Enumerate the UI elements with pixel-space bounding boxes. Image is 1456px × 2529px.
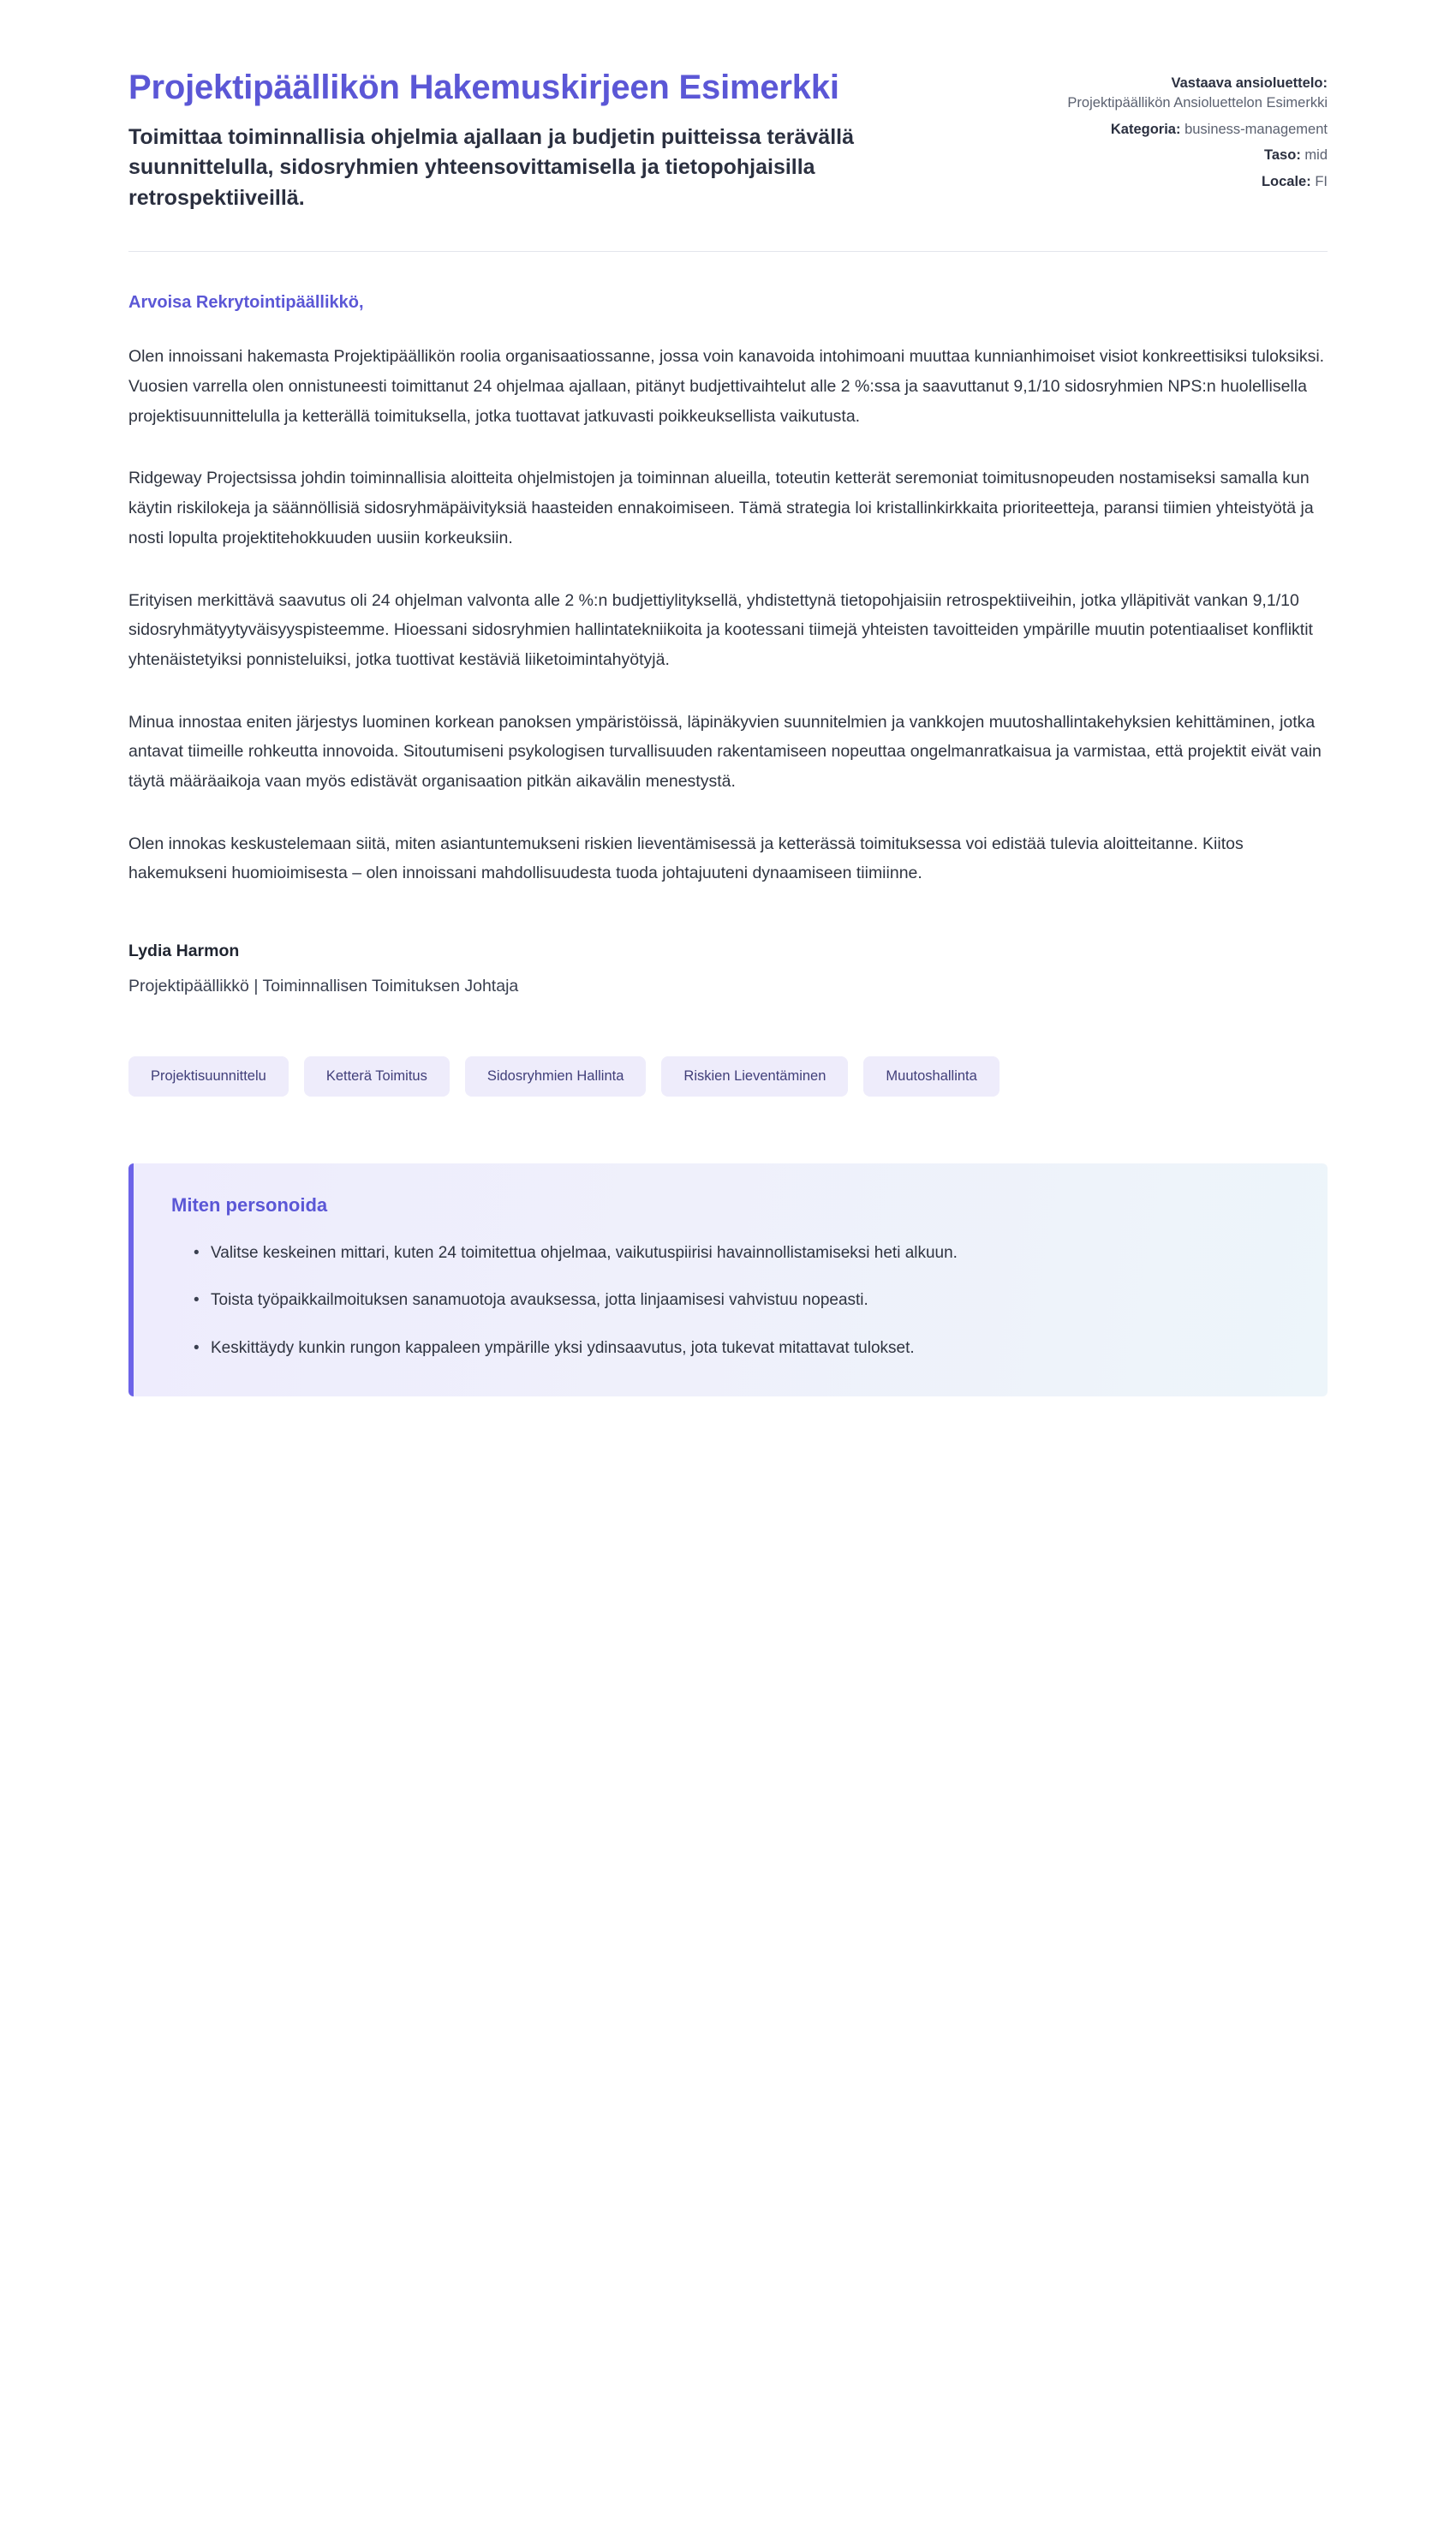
- skill-tag[interactable]: Projektisuunnittelu: [128, 1056, 289, 1097]
- skill-tag[interactable]: Muutoshallinta: [863, 1056, 999, 1097]
- list-item: • Valitse keskeinen mittari, kuten 24 toimitettua ohjelmaa, vaikutuspiirisi havainnollistamiseksi heti alkuun.: [194, 1239, 1290, 1267]
- meta-related-resume-value: Projektipäällikön Ansioluettelon Esimerkki: [1067, 95, 1328, 111]
- skill-tag[interactable]: Riskien Lieventäminen: [661, 1056, 848, 1097]
- signature-role: Projektipäällikkö | Toiminnallisen Toimituksen Johtaja: [128, 977, 519, 996]
- skill-tag[interactable]: Sidosryhmien Hallinta: [465, 1056, 647, 1097]
- letter-salutation: Arvoisa Rekrytointipäällikkö,: [128, 293, 364, 313]
- meta-level-value: mid: [1304, 147, 1328, 164]
- letter-paragraph: Olen innokas keskustelemaan siitä, miten asiantuntemukseni riskien lieventämisessä ja ketterässä toimituksessa voi edistää tulevia aloitteitanne. Kiitos hakemukseni huomioimisesta – olen innoissani mahdollisuudesta tuoda johtajuuteni dynaamiseen tiimiinne.: [128, 834, 1244, 883]
- page-title: Projektipäällikön Hakemuskirjeen Esimerkki: [128, 69, 839, 106]
- meta-level: [1045, 146, 1328, 165]
- meta-related-resume-label: Vastaava ansioluettelo:: [1171, 75, 1328, 91]
- callout-list: [171, 1239, 1290, 1362]
- meta-category: [1045, 120, 1328, 140]
- letter-paragraph: Minua innostaa eniten järjestys luominen korkean panoksen ympäristöissä, läpinäkyvien suunnitelmien ja vankkojen muutoshallintakehyksien kehittäminen, jotka antavat tiimeille rohkeutta innovoida. Sitoutumiseni psykologisen turvallisuuden rakentamiseen nopeuttaa ongelmanratkaisua ja varmistaa, että projektit eivät vain täytä määräaikoja vaan myös edistävät organisaation pitkän aikavälin menestystä.: [128, 712, 1322, 792]
- signature-name: Lydia Harmon: [128, 942, 240, 961]
- meta-category-label: Kategoria:: [1110, 121, 1181, 137]
- meta-level-label: Taso:: [1264, 147, 1301, 164]
- list-item: • Toista työpaikkailmoituksen sanamuotoja avauksessa, jotta linjaamisesi vahvistuu nopeasti.: [194, 1286, 1290, 1314]
- document-metadata: [1045, 67, 1328, 198]
- letter-paragraph: Ridgeway Projectsissa johdin toiminnallisia aloitteita ohjelmistojen ja toiminnan alueilla, toteutin ketterät seremoniat toimitusnopeuden nostamiseksi samalla kun käytin riskilokeja ja säännöllisiä sidosryhmäpäivityksiä haasteiden ennakoimiseen. Tämä strategia loi kristallinkirkkaita prioriteetteja, paransi tiimien yhteistyötä ja nosti lopulta projektitehokkuuden uusiin korkeuksiin.: [128, 469, 1314, 547]
- meta-locale-label: Locale:: [1261, 173, 1311, 189]
- letter-paragraph: Olen innoissani hakemasta Projektipäällikön roolia organisaatiossanne, jossa voin kanavoida intohimoani muuttaa kunnianhimoiset visiot konkreettisiksi tuloksiksi. Vuosien varrella olen onnistuneesti toimittanut 24 ohjelmaa ajallaan, pitänyt budjettivaihtelut alle 2 %:ssa ja saavuttanut 9,1/10 sidosryhmien NPS:n huolellisella projektisuunnittelulla ja ketterällä toimituksella, jotka tuottavat jatkuvasti poikkeuksellista vaikutusta.: [128, 347, 1325, 426]
- callout-title: Miten personoida: [171, 1194, 328, 1217]
- document-header: [128, 67, 1328, 213]
- letter-signature: [128, 942, 1328, 996]
- meta-category-value: business-management: [1184, 121, 1328, 137]
- cover-letter-body: [128, 252, 1328, 996]
- skill-tag[interactable]: Ketterä Toimitus: [304, 1056, 450, 1097]
- meta-locale: [1045, 172, 1328, 192]
- list-item: • Keskittäydy kunkin rungon kappaleen ympärille yksi ydinsaavutus, jota tukevat mitattavat tulokset.: [194, 1334, 1290, 1362]
- skill-tag-list: [128, 1056, 1328, 1097]
- meta-locale-value: FI: [1315, 173, 1328, 189]
- meta-related-resume: [1045, 74, 1328, 114]
- letter-paragraph: Erityisen merkittävä saavutus oli 24 ohjelman valvonta alle 2 %:n budjettiylityksellä, yhdistettynä tietopohjaisiin retrospektiiveihin, jotka ylläpitivät vankan 9,1/10 sidosryhmätyytyväisyyspisteemme. Hioessani sidosryhmien hallintatekniikoita ja kootessani tiimejä yhteisten tavoitteiden ympärille muutin potentiaaliset konfliktit yhtenäistetyiksi ponnisteluiksi, jotka tuottivat kestäviä liiketoimintahyötyjä.: [128, 590, 1313, 669]
- personalization-callout: [128, 1163, 1328, 1396]
- page-subtitle: Toimittaa toiminnallisia ohjelmia ajallaan ja budjetin puitteissa terävällä suunnittelulla, sidosryhmien yhteensovittamisella ja tietopohjaisilla retrospektiiveillä.: [128, 124, 854, 210]
- header-title-block: [128, 67, 925, 213]
